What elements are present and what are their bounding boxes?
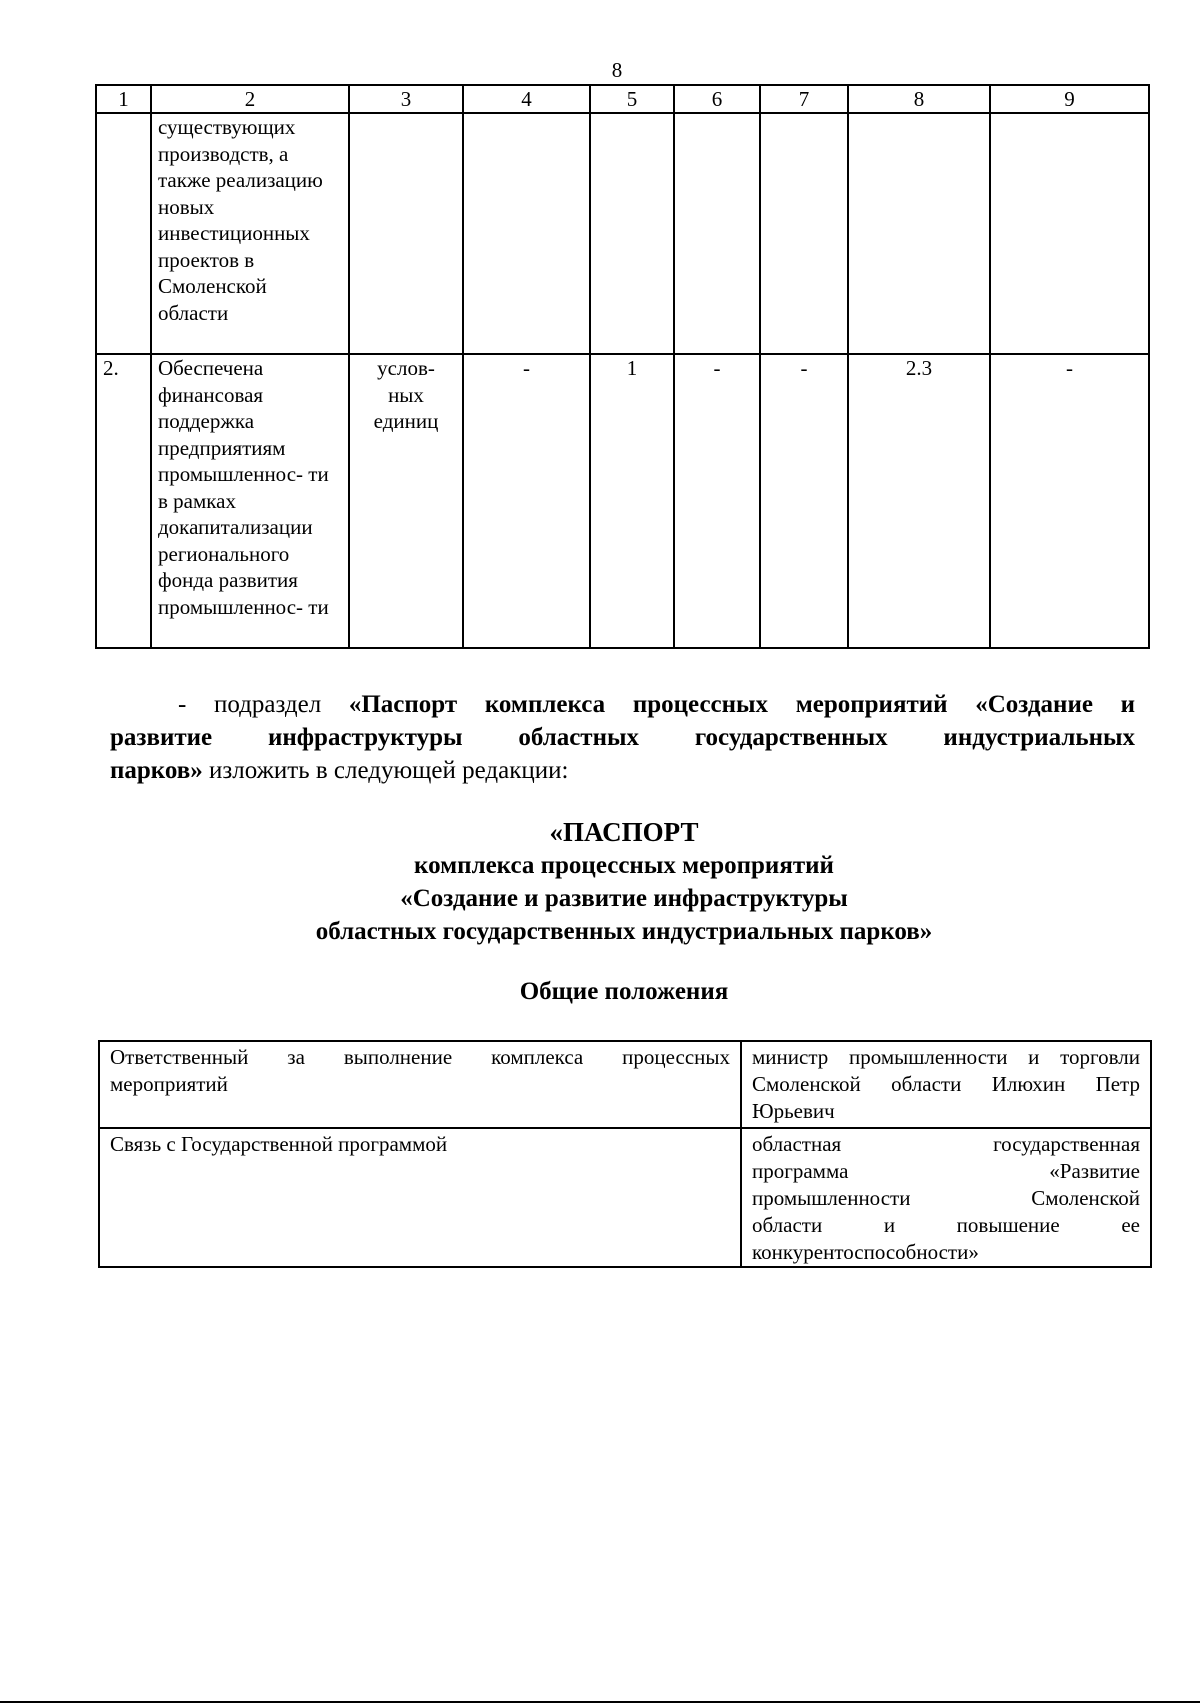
header-cell: 2 (151, 85, 349, 113)
unit-line: услов- (377, 356, 435, 380)
cell-text-line: министр промышленности и торговли (752, 1045, 1140, 1069)
cell-text-line: предприятиям (158, 435, 286, 460)
table-cell (741, 1041, 1151, 1128)
paragraph-line (110, 688, 1135, 721)
table-cell (99, 1128, 741, 1267)
cell-text-line: новых (158, 194, 215, 219)
table-cell (674, 113, 760, 354)
cell-text-line: существующих (158, 115, 296, 139)
table-cell (848, 113, 990, 354)
header-cell: 1 (96, 85, 151, 113)
table-cell: - (674, 354, 760, 648)
row-number: 2. (96, 354, 151, 648)
table-row (99, 1128, 1151, 1267)
table-cell (741, 1128, 1151, 1267)
amendment-paragraph (110, 688, 1135, 787)
table-cell (99, 1041, 741, 1128)
cell-text-line: Смоленской (158, 274, 267, 298)
cell-text-line: фонда развития (158, 568, 298, 592)
cell-text-line: реализацию (215, 168, 323, 192)
passport-subtitle: областных государственных индустриальных парков» (315, 918, 933, 945)
paragraph-text: - подраздел (178, 691, 349, 718)
passport-subtitle: комплекса процессных мероприятий (414, 852, 834, 879)
cell-text-line: производств, а (158, 141, 289, 166)
table-cell (463, 113, 590, 354)
passport-title-block (0, 816, 1200, 948)
table-cell (590, 113, 674, 354)
general-provisions-table (98, 1040, 1152, 1268)
cell-text-line: мероприятий (110, 1072, 228, 1096)
paragraph-text: изложить в следующей редакции: (202, 757, 569, 784)
cell-text-line: области (158, 300, 229, 325)
header-cell: 4 (463, 85, 590, 113)
table-cell (349, 113, 463, 354)
cell-text-line: промышленности Смоленской (752, 1186, 1140, 1210)
cell-text-line: Смоленской области Илюхин Петр (752, 1072, 1140, 1096)
table-cell: - (760, 354, 848, 648)
paragraph-line (110, 754, 1135, 787)
table-cell (760, 113, 848, 354)
cell-text-line: также (158, 168, 211, 192)
section-title: Общие положения (519, 978, 729, 1005)
cell-text-line: инвестиционных (158, 221, 310, 245)
unit-line: ных (388, 382, 424, 407)
table-row (99, 1041, 1151, 1128)
table-cell: - (463, 354, 590, 648)
paragraph-bold-text: развитие инфраструктуры областных государственных индустриальных (110, 724, 1135, 751)
indicators-table (95, 84, 1150, 649)
cell-text-line: Связь с Государственной программой (110, 1132, 448, 1156)
header-cell: 5 (590, 85, 674, 113)
cell-text-line: Обеспечена (158, 356, 264, 380)
paragraph-line (110, 721, 1135, 754)
cell-text-line: области и повышение ее (752, 1213, 1140, 1237)
cell-text-line: ти (308, 594, 329, 619)
cell-text-line: поддержка (158, 409, 255, 433)
cell-text-line: Ответственный за выполнение комплекса процессных (110, 1045, 730, 1069)
unit-line: единиц (373, 409, 439, 433)
cell-text-line: ти в рамках (158, 462, 329, 513)
cell-text-line: промышленнос- (158, 462, 304, 486)
table-row (96, 113, 1149, 354)
table-cell (151, 113, 349, 354)
table-cell (990, 113, 1149, 354)
header-cell: 6 (674, 85, 760, 113)
passport-subtitle: «Создание и развитие инфраструктуры (400, 885, 848, 912)
paragraph-bold-text: парков» (110, 757, 203, 784)
header-cell: 7 (760, 85, 848, 113)
cell-text-line: конкурентоспособности» (752, 1240, 979, 1264)
table-cell (151, 354, 349, 648)
table-row (96, 354, 1149, 648)
table-cell: - (990, 354, 1149, 648)
header-cell: 3 (349, 85, 463, 113)
table-cell: 2.3 (848, 354, 990, 648)
cell-text-line: финансовая (158, 382, 264, 407)
table-cell: 1 (590, 354, 674, 648)
table-cell (96, 113, 151, 354)
table-header-row (96, 85, 1149, 113)
cell-text-line: проектов в (158, 247, 255, 272)
header-cell: 9 (990, 85, 1149, 113)
passport-title: «ПАСПОРТ (549, 817, 699, 847)
page-number: 8 (611, 58, 623, 82)
cell-text-line: Юрьевич (752, 1099, 835, 1123)
cell-text-line: программа «Развитие (752, 1159, 1140, 1183)
cell-text-line: докапитализации (158, 515, 313, 539)
cell-text-line: областная государственная (752, 1132, 1140, 1156)
table-cell (349, 354, 463, 648)
cell-text-line: регионального (158, 541, 290, 566)
scan-edge-line (0, 1701, 1200, 1703)
paragraph-bold-text: «Паспорт комплекса процессных мероприятий «Создание и (348, 691, 1136, 718)
header-cell: 8 (848, 85, 990, 113)
cell-text-line: промышленнос- (158, 594, 304, 619)
